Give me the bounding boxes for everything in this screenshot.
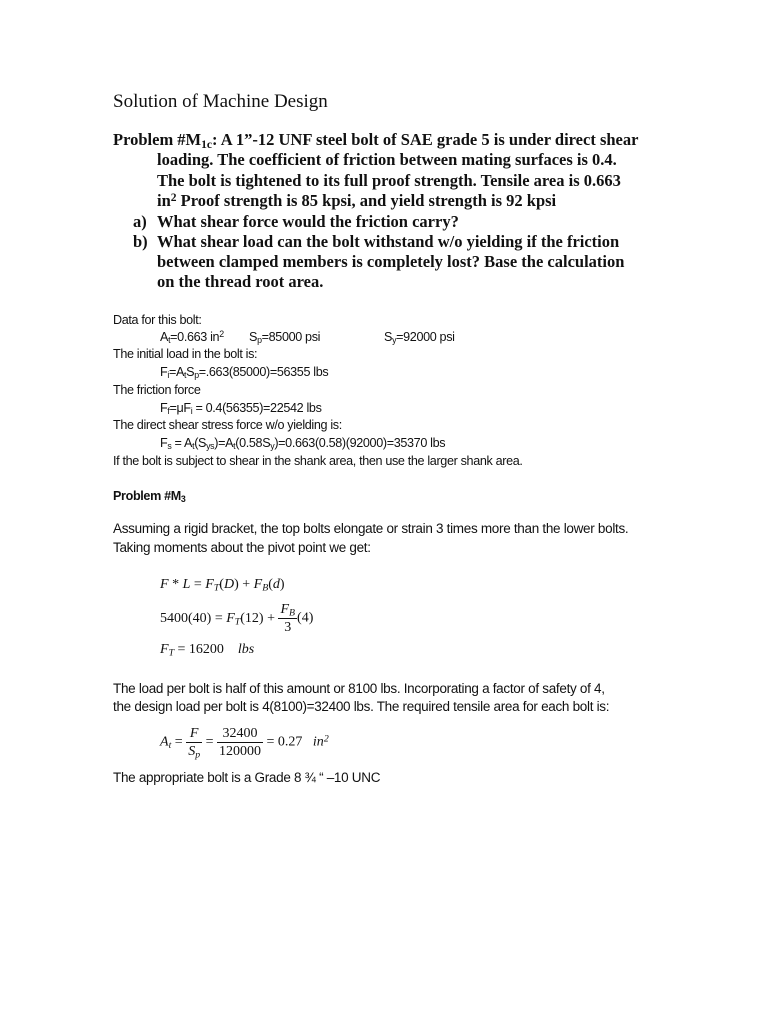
data-sy: $S_y=92000$ psi	[384, 330, 455, 346]
problem-1-text: A 1”-12 UNF steel bolt of SAE grade 5 is under direct shear	[220, 130, 639, 149]
fb-over-3-fraction: $\frac{F_B}{3}$	[280, 602, 296, 635]
moment-equation: $F * L = F_T(D) + F_B(d)$	[160, 577, 285, 594]
problem-1-heading: Problem $\#M_{1c}$:	[113, 130, 218, 151]
page-title: Solution of Machine Design	[113, 91, 328, 112]
data-sp: $S_p=85000$ psi	[249, 330, 321, 346]
question-b-line-3: on the thread root area.	[157, 272, 324, 291]
direct-shear-equation: $F_s = A_t(S_{ys})=A_t(0.58S_y)=0.663(0.58)(92000)=35370$ lbs	[160, 436, 446, 452]
problem-1-line-3: The bolt is tightened to its full proof strength. Tensile area is 0.663	[157, 171, 621, 190]
problem-3-para-line-1: Assuming a rigid bracket, the top bolts elongate or strain 3 times more than the lower bolts.	[113, 521, 629, 536]
direct-shear-label: The direct shear stress force w/o yielding is:	[113, 418, 342, 432]
question-a-marker: a)	[133, 212, 147, 231]
load-over-strength-fraction: $\frac{32400}{120000}$	[219, 726, 262, 759]
problem-3-para-line-2: Taking moments about the pivot point we get:	[113, 540, 371, 555]
data-at: $A_t=0.663$ $in^2$	[160, 329, 224, 346]
problem-1-line-4: $in^2$ Proof strength is 85 kpsi, and yield strength is 92 kpsi	[157, 191, 557, 210]
friction-label: The friction force	[113, 383, 201, 397]
data-label: Data for this bolt:	[113, 313, 202, 327]
initial-load-equation: $F_i=A_tS_p=.663(85000)=56355$ lbs	[160, 365, 329, 381]
problem-3-heading: Problem $\#M_3$	[113, 489, 186, 505]
f-over-sp-fraction: $\frac{F}{S_p}$	[188, 726, 201, 761]
shank-note: If the bolt is subject to shear in the shank area, then use the larger shank area.	[113, 454, 523, 468]
conclusion: The appropriate bolt is a Grade 8 ¾ “ –10 UNC	[113, 770, 381, 785]
moment-substitution: $5400(40) = F_T(12)$ + $\frac{F_B}{3}$ (4)	[160, 602, 314, 635]
friction-equation: $F_f=\mu F_i = 0.4(56355)=22542$ lbs	[160, 401, 322, 417]
ft-result: $F_T = 16200$ lbs	[160, 642, 255, 659]
question-a-text: What shear force would the friction carry?	[157, 212, 459, 231]
question-b-marker: b)	[133, 232, 148, 251]
question-b-line-1: What shear load can the bolt withstand w/o yielding if the friction	[157, 232, 620, 251]
tensile-area-equation: $A_t$ = $\frac{F}{S_p}$ = $\frac{32400}{120000}$ = 0.27 $in^2$	[160, 726, 329, 761]
problem-1-line-1	[113, 130, 638, 150]
problem-1-line-2: loading. The coefficient of friction between mating surfaces is 0.4.	[157, 150, 617, 169]
initial-load-label: The initial load in the bolt is:	[113, 347, 258, 361]
load-per-bolt-line-1: The load per bolt is half of this amount or 8100 lbs. Incorporating a factor of safety of 4,	[113, 681, 605, 696]
question-b-line-2: between clamped members is completely lost? Base the calculation	[157, 252, 625, 271]
load-per-bolt-line-2: the design load per bolt is 4(8100)=32400 lbs. The required tensile area for each bolt is:	[113, 699, 610, 714]
